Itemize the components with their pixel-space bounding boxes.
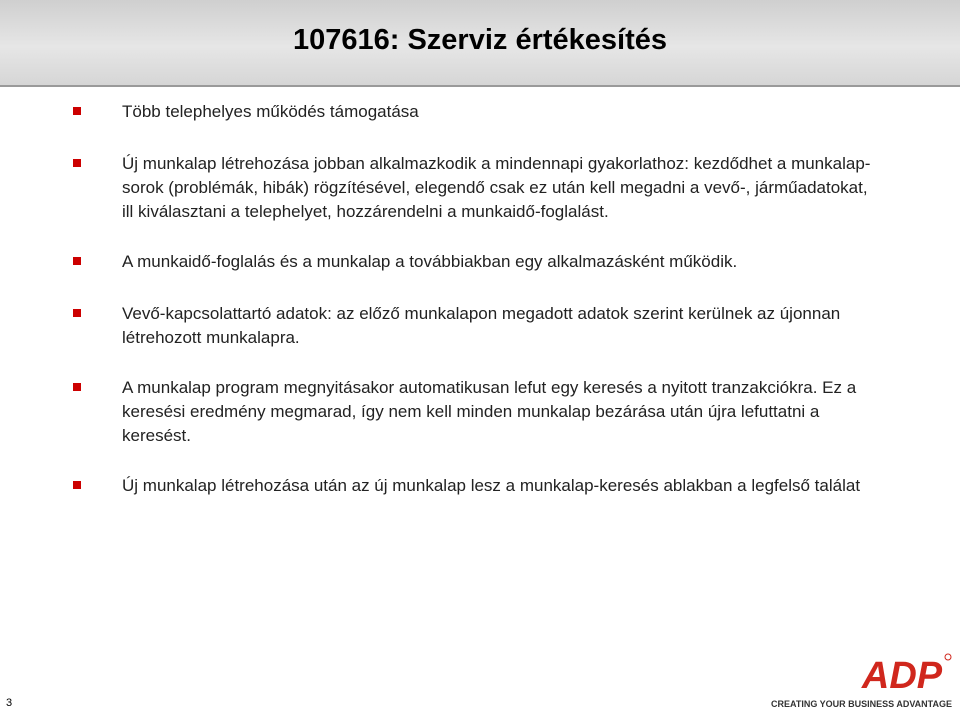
bullet-item	[73, 376, 873, 448]
bullet-text: Több telephelyes működés támogatása	[122, 102, 419, 121]
bullet-item	[73, 152, 873, 224]
square-bullet-icon	[73, 383, 81, 391]
bullet-item	[73, 100, 873, 124]
square-bullet-icon	[73, 159, 81, 167]
square-bullet-icon	[73, 257, 81, 265]
adp-logo-mark	[852, 652, 952, 694]
bullet-item	[73, 474, 873, 498]
adp-logo	[852, 652, 952, 694]
square-bullet-icon	[73, 309, 81, 317]
square-bullet-icon	[73, 107, 81, 115]
adp-logo-text: ADP	[861, 655, 943, 694]
header-divider	[0, 85, 960, 87]
page-number: 3	[6, 697, 13, 709]
bullet-text: Új munkalap létrehozása jobban alkalmazkodik a mindennapi gyakorlathoz: kezdődhet a munkalap-sorok (problémák, hibák) rögzítésével, elegendő csak ez után kell megadni a vevő-, járműadatokat, ill kiválasztani a telephelyet, hozzárendelni a munkaidő-foglalást.	[122, 154, 871, 221]
bullet-text: Vevő-kapcsolattartó adatok: az előző munkalapon megadott adatok szerint kerülnek az újonnan létrehozott munkalapra.	[122, 304, 841, 347]
tagline: CREATING YOUR BUSINESS ADVANTAGE	[770, 699, 952, 709]
bullet-text: A munkaidő-foglalás és a munkalap a továbbiakban egy alkalmazásként működik.	[122, 252, 738, 271]
bullet-item	[73, 302, 873, 350]
bullet-text: A munkalap program megnyitásakor automatikusan lefut egy keresés a nyitott tranzakciókra. Ez a keresési eredmény megmarad, így nem kell minden munkalap bezárása után újra lefuttatni a keresést.	[122, 378, 857, 445]
bullet-list	[73, 100, 873, 498]
bullet-item	[73, 250, 873, 274]
square-bullet-icon	[73, 481, 81, 489]
bullet-text: Új munkalap létrehozása után az új munkalap lesz a munkalap-keresés ablakban a legfelső találat	[122, 476, 861, 495]
slide-title: 107616: Szerviz értékesítés	[292, 24, 668, 56]
